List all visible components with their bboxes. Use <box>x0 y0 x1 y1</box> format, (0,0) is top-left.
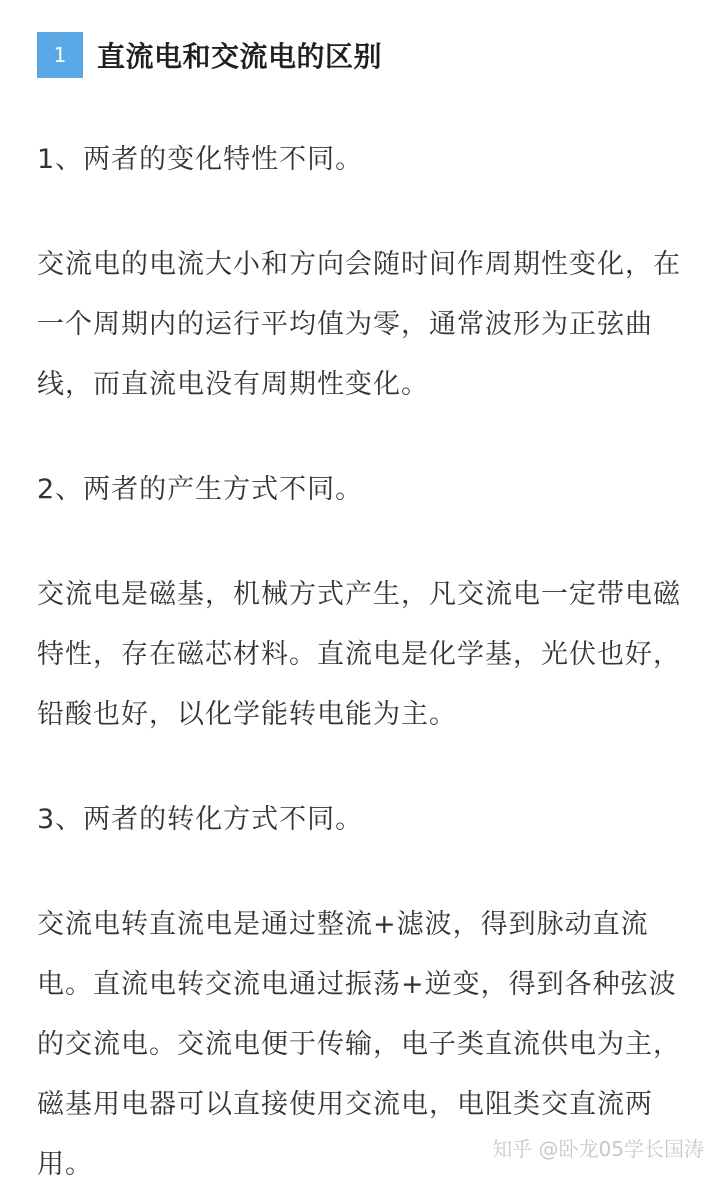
subheading-3: 3、两者的转化方式不同。 <box>37 804 364 835</box>
paragraph-3: 交流电转直流电是通过整流+滤波，得到脉动直流电。直流电转交流电通过振荡+逆变，得到各种弦波的交流电。交流电便于传输，电子类直流供电为主，磁基用电器可以直接使用交流电，电阻类交直流两用。 <box>37 909 681 1180</box>
subheading-1: 1、两者的变化特性不同。 <box>37 144 364 175</box>
section-title: 直流电和交流电的区别 <box>97 40 383 73</box>
paragraph-1: 交流电的电流大小和方向会随时间作周期性变化，在一个周期内的运行平均值为零，通常波形为正弦曲线，而直流电没有周期性变化。 <box>37 249 681 400</box>
section-header <box>37 32 382 78</box>
subheading-2: 2、两者的产生方式不同。 <box>37 474 364 505</box>
article-body <box>37 130 687 1195</box>
section-number-badge: 1 <box>37 32 83 78</box>
zhihu-watermark: 知乎 @卧龙05学长国涛 <box>492 1137 704 1161</box>
paragraph-2: 交流电是磁基，机械方式产生，凡交流电一定带电磁特性，存在磁芯材料。直流电是化学基，光伏也好，铅酸也好，以化学能转电能为主。 <box>37 579 681 730</box>
